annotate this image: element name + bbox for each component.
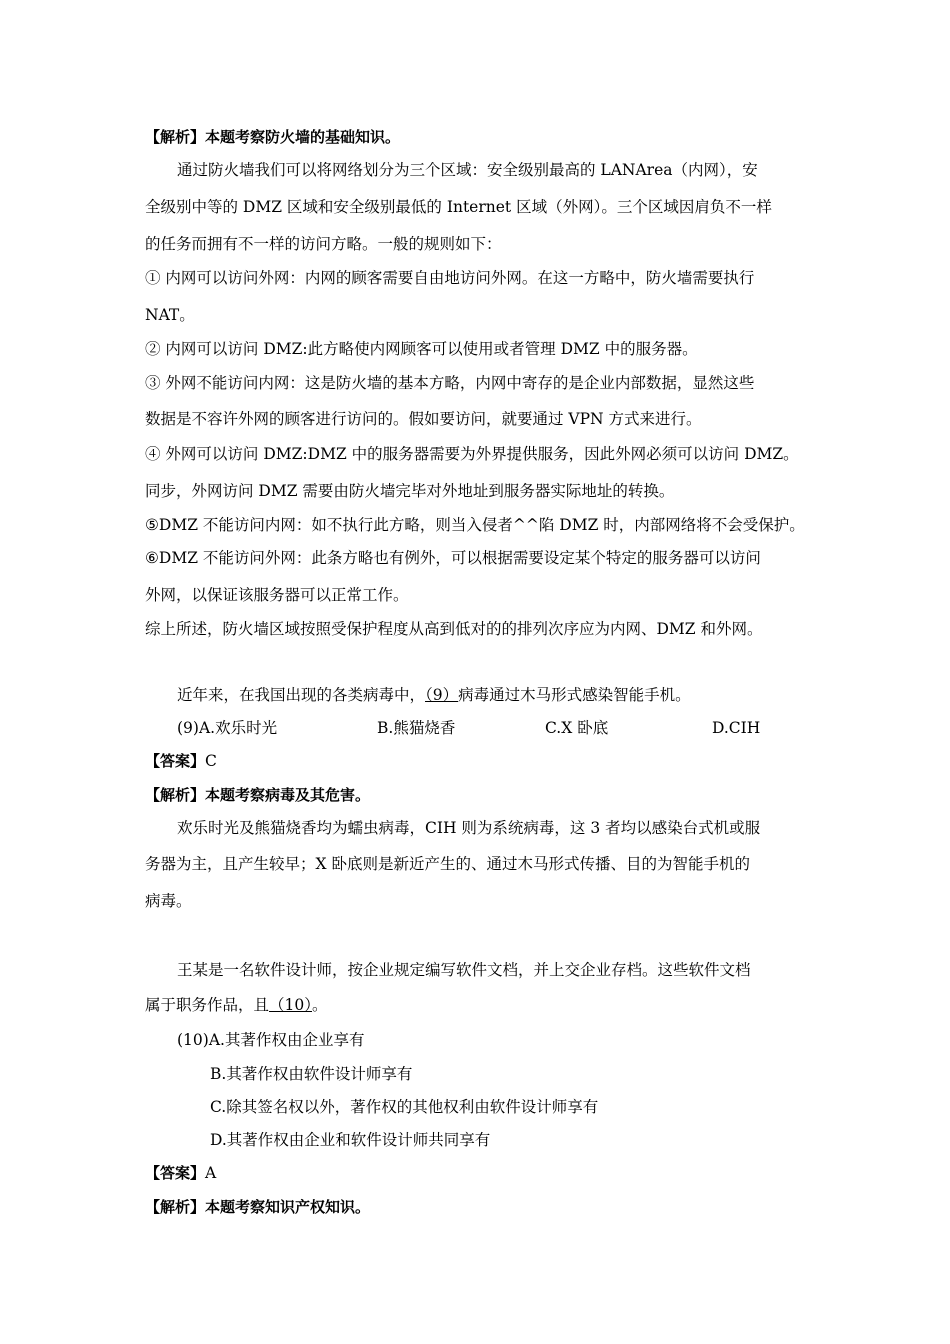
summary-line: 综上所述，防火墙区域按照受保护程度从高到低对的的排列次序应为内网、DMZ 和外网。 xyxy=(145,620,763,638)
option-a: (9)A.欢乐时光 xyxy=(177,719,278,737)
analysis-title: 本题考察病毒及其危害。 xyxy=(205,786,371,804)
question-10-stem xyxy=(145,995,328,1015)
option-b: B.其著作权由软件设计师享有 xyxy=(210,1065,413,1083)
answer-value: A xyxy=(205,1164,217,1182)
rule-line: 外网，以保证该服务器可以正常工作。 xyxy=(145,586,409,604)
explanation-line: 欢乐时光及熊猫烧香均为蠕虫病毒，CIH 则为系统病毒，这 3 者均以感染台式机或服 xyxy=(177,819,761,837)
answer-line xyxy=(145,1163,216,1183)
paragraph-line: 全级别中等的 DMZ 区域和安全级别最低的 Internet 区域（外网）。三个区域因肩负不一样 xyxy=(145,198,772,216)
blank-10: （10） xyxy=(269,996,312,1014)
rule-line: ③ 外网不能访问内网：这是防火墙的基本方略，内网中寄存的是企业内部数据，显然这些 xyxy=(145,374,755,392)
option-b: B.熊猫烧香 xyxy=(377,719,456,737)
explanation-line: 病毒。 xyxy=(145,892,192,910)
stem-text: 属于职务作品，且 xyxy=(145,996,270,1014)
option-d: D.CIH xyxy=(712,719,761,737)
rule-line: ⑥DMZ 不能访问外网：此条方略也有例外，可以根据需要设定某个特定的服务器可以访问 xyxy=(145,549,761,567)
question-9-stem xyxy=(177,685,691,705)
option-c: C.除其签名权以外，著作权的其他权利由软件设计师享有 xyxy=(210,1098,599,1116)
analysis-heading xyxy=(145,785,370,805)
stem-text: 病毒通过木马形式感染智能手机。 xyxy=(458,686,691,704)
answer-label: 【答案】 xyxy=(145,752,206,770)
analysis-heading xyxy=(145,1197,370,1217)
rule-line: 同步，外网访问 DMZ 需要由防火墙完毕对外地址到服务器实际地址的转换。 xyxy=(145,482,675,500)
analysis-label: 【解析】 xyxy=(145,128,206,146)
rule-line: NAT。 xyxy=(145,306,195,324)
rule-line: ② 内网可以访问 DMZ:此方略使内网顾客可以使用或者管理 DMZ 中的服务器。 xyxy=(145,340,698,358)
paragraph-line: 的任务而拥有不一样的访问方略。一般的规则如下： xyxy=(145,235,502,253)
rule-line: ④ 外网可以访问 DMZ:DMZ 中的服务器需要为外界提供服务，因此外网必须可以访问 DMZ。 xyxy=(145,445,799,463)
blank-9: （9） xyxy=(425,686,459,704)
explanation-line: 务器为主，且产生较早；X 卧底则是新近产生的、通过木马形式传播、目的为智能手机的 xyxy=(145,855,750,873)
analysis-heading xyxy=(145,127,400,147)
paragraph-line: 通过防火墙我们可以将网络划分为三个区域：安全级别最高的 LANArea（内网），安 xyxy=(177,161,758,179)
analysis-label: 【解析】 xyxy=(145,1198,206,1216)
question-10-stem: 王某是一名软件设计师，按企业规定编写软件文档，并上交企业存档。这些软件文档 xyxy=(177,961,751,979)
stem-text: 。 xyxy=(312,996,328,1014)
rule-line: ⑤DMZ 不能访问内网：如不执行此方略，则当入侵者^^陷 DMZ 时，内部网络将不会受保护。 xyxy=(145,516,805,534)
stem-text: 近年来，在我国出现的各类病毒中， xyxy=(177,686,426,704)
answer-label: 【答案】 xyxy=(145,1164,206,1182)
option-a: (10)A.其著作权由企业享有 xyxy=(177,1031,365,1049)
analysis-label: 【解析】 xyxy=(145,786,206,804)
answer-value: C xyxy=(205,752,217,770)
option-d: D.其著作权由企业和软件设计师共同享有 xyxy=(210,1131,491,1149)
answer-line xyxy=(145,751,217,771)
option-c: C.X 卧底 xyxy=(545,719,609,737)
analysis-title: 本题考察知识产权知识。 xyxy=(205,1198,371,1216)
rule-line: ① 内网可以访问外网：内网的顾客需要自由地访问外网。在这一方略中，防火墙需要执行 xyxy=(145,269,755,287)
analysis-title: 本题考察防火墙的基础知识。 xyxy=(205,128,401,146)
rule-line: 数据是不容许外网的顾客进行访问的。假如要访问，就要通过 VPN 方式来进行。 xyxy=(145,410,702,428)
